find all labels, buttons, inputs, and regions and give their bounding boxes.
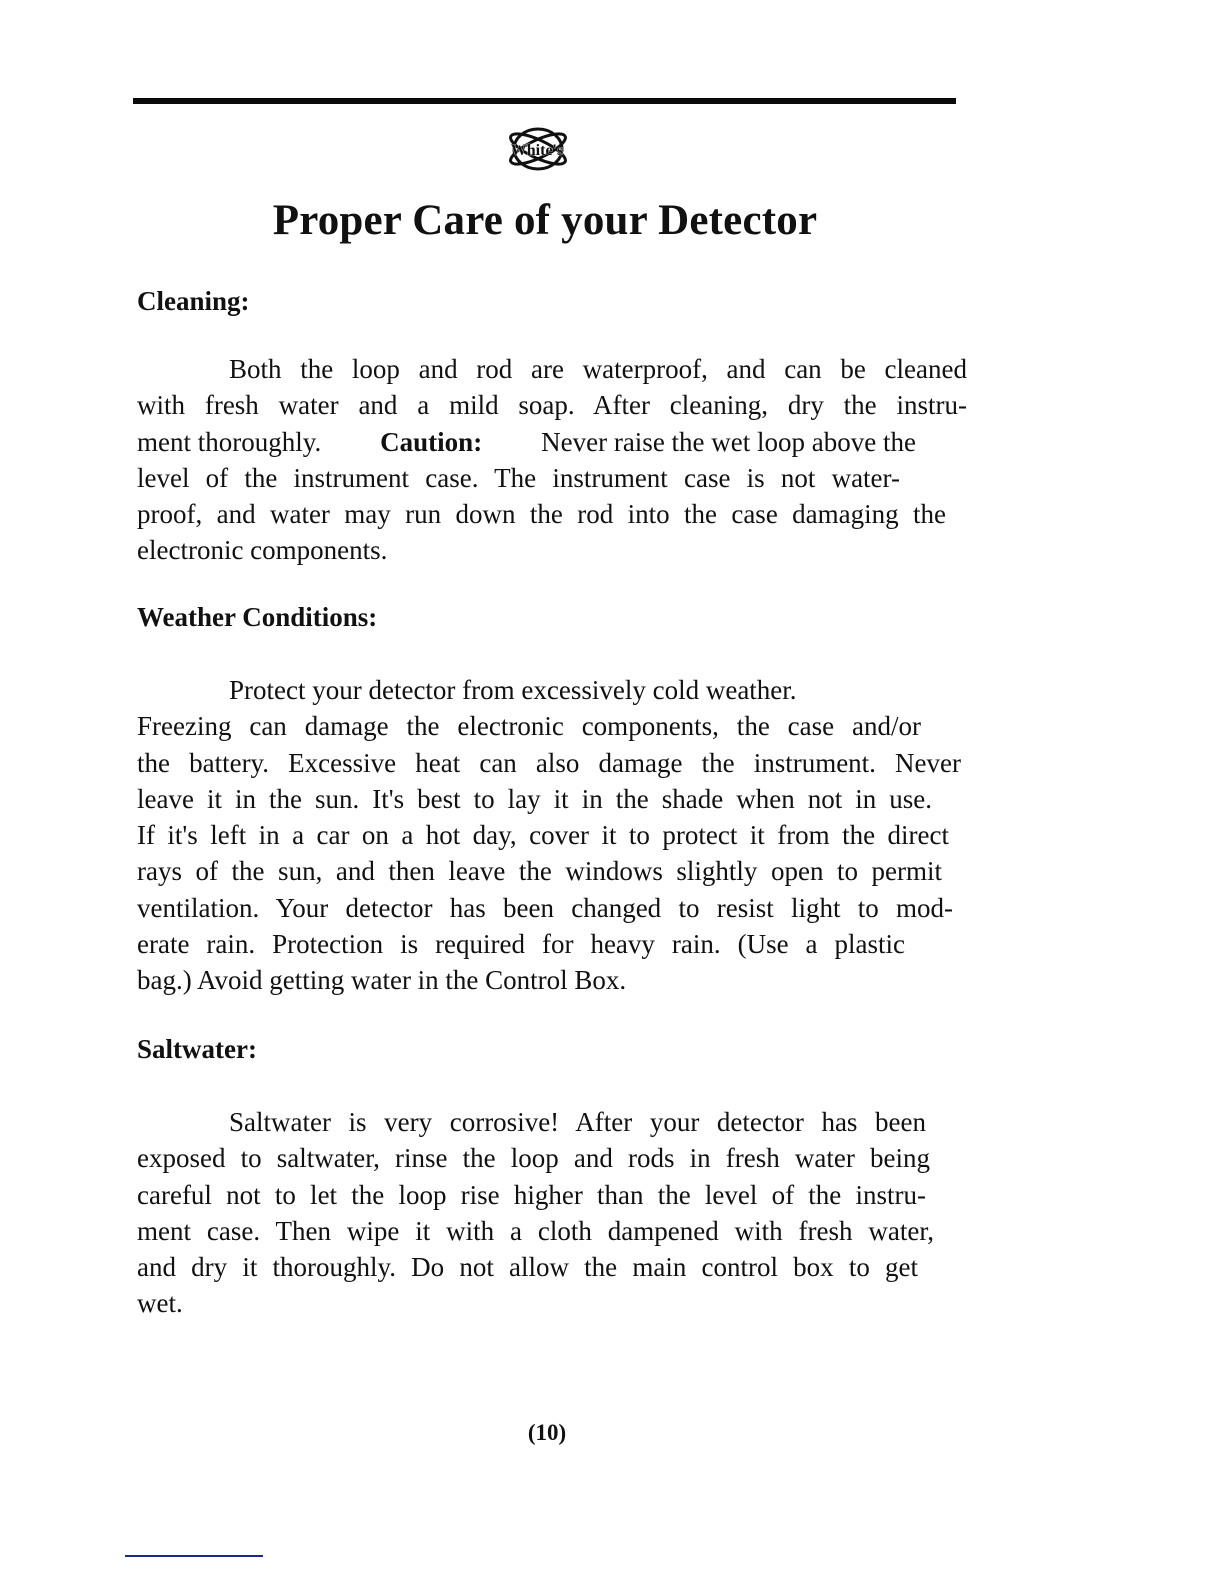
text-line: bag.) Avoid getting water in the Control Box. bbox=[137, 965, 627, 996]
text-line: careful not to let the loop rise higher than the level of the instru- bbox=[137, 1179, 926, 1210]
text-line: ventilation. Your detector has been changed to resist light to mod- bbox=[137, 892, 953, 923]
text-line: ment case. Then wipe it with a cloth dampened with fresh water, bbox=[137, 1215, 934, 1246]
cleaning-paragraph bbox=[137, 351, 967, 569]
text-line: level of the instrument case. The instrument case is not water- bbox=[137, 462, 900, 493]
svg-text:White's: White's bbox=[510, 142, 564, 159]
text-line: with fresh water and a mild soap. After cleaning, dry the instru- bbox=[137, 390, 967, 421]
text-line: erate rain. Protection is required for heavy rain. (Use a plastic bbox=[137, 929, 905, 960]
top-rule bbox=[133, 98, 956, 104]
text-line: Both the loop and rod are waterproof, and can be cleaned bbox=[229, 354, 967, 384]
text-line: Saltwater is very corrosive! After your detector has been bbox=[229, 1107, 926, 1137]
text-line: exposed to saltwater, rinse the loop and rods in fresh water being bbox=[137, 1143, 930, 1174]
weather-heading: Weather Conditions: bbox=[137, 602, 378, 632]
text-segment: Never raise the wet loop above the bbox=[541, 426, 916, 457]
text-line: If it's left in a car on a hot day, cover it to protect it from the direct bbox=[137, 820, 949, 851]
footer-rule bbox=[125, 1555, 263, 1557]
saltwater-heading: Saltwater: bbox=[137, 1034, 257, 1064]
text-line: Protect your detector from excessively cold weather. bbox=[229, 675, 797, 705]
text-segment: ment thoroughly. bbox=[137, 426, 322, 457]
text-line: electronic components. bbox=[137, 535, 388, 566]
caution-label: Caution: bbox=[380, 426, 483, 457]
text-line: proof, and water may run down the rod into the case damaging the bbox=[137, 499, 946, 530]
page-number: (10) bbox=[527, 1420, 567, 1445]
cleaning-heading: Cleaning: bbox=[137, 286, 250, 316]
text-line: the battery. Excessive heat can also damage the instrument. Never bbox=[137, 747, 961, 778]
saltwater-paragraph bbox=[137, 1104, 967, 1322]
text-line: wet. bbox=[137, 1288, 183, 1319]
text-line: and dry it thoroughly. Do not allow the main control box to get bbox=[137, 1252, 918, 1283]
page-title: Proper Care of your Detector bbox=[272, 197, 818, 244]
text-line: rays of the sun, and then leave the windows slightly open to permit bbox=[137, 856, 942, 887]
weather-paragraph bbox=[137, 672, 967, 999]
whites-logo-icon bbox=[494, 122, 578, 176]
text-line-caution bbox=[137, 424, 916, 460]
text-line: leave it in the sun. It's best to lay it in the shade when not in use. bbox=[137, 783, 932, 814]
text-line: Freezing can damage the electronic components, the case and/or bbox=[137, 711, 921, 742]
